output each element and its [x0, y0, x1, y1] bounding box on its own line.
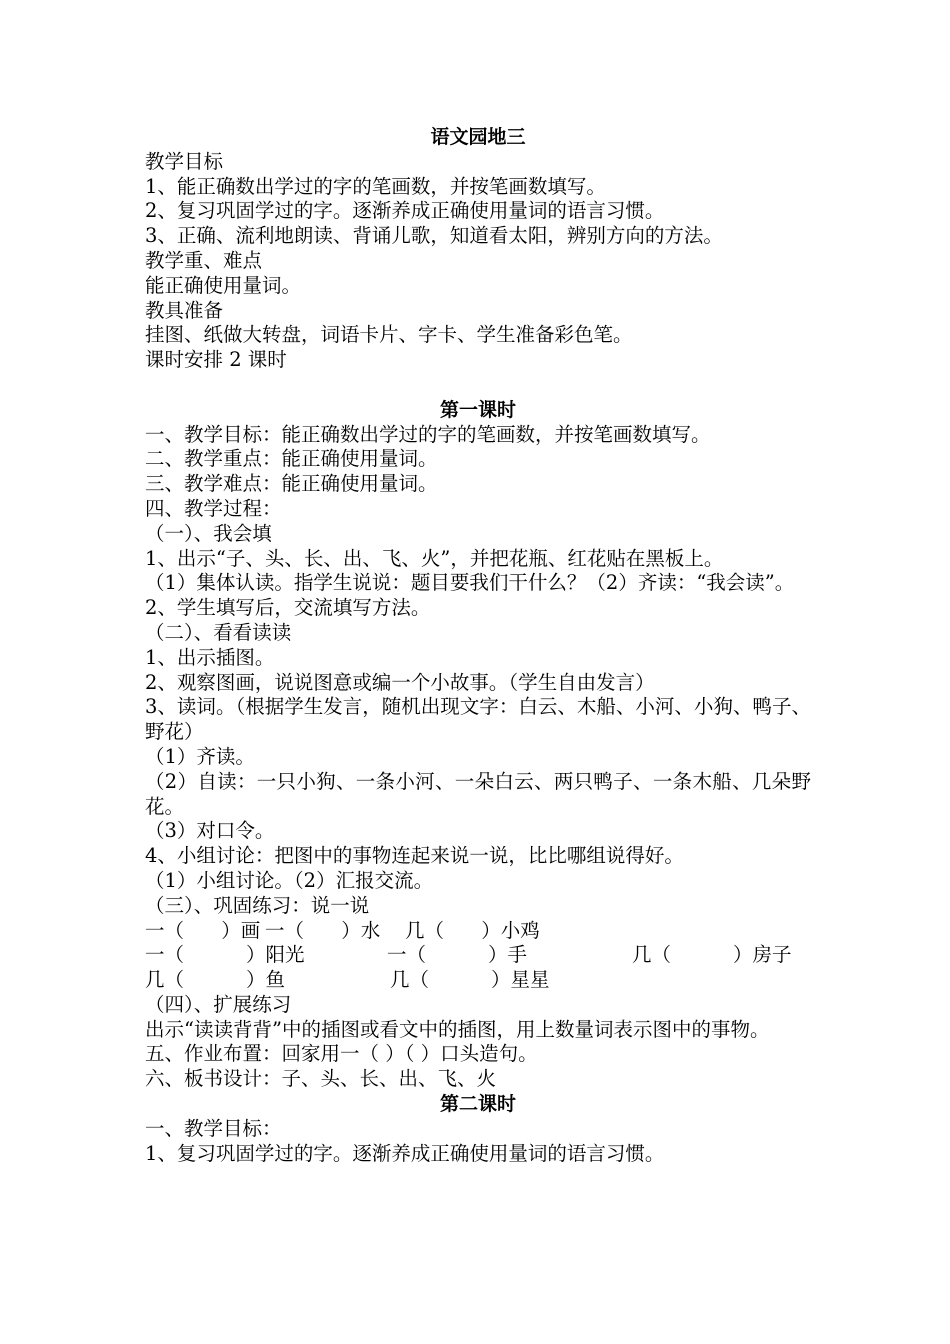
lesson1-paragraph: （2）自读：一只小狗、一条小河、一朵白云、两只鸭子、一条木船、几朵野花。	[145, 769, 811, 818]
exercise-row	[145, 919, 811, 944]
intro-materials-text: 挂图、纸做大转盘，词语卡片、字卡、学生准备彩色笔。	[145, 323, 633, 347]
lesson1-line: 2、观察图画，说说图意或编一个小故事。（学生自由发言）	[145, 670, 655, 694]
exercise-row	[145, 943, 811, 968]
lesson1-line: （三）、巩固练习：说一说	[145, 893, 370, 917]
intro-heading-goals: 教学目标	[145, 149, 224, 173]
lesson2-title: 第二课时	[439, 1093, 516, 1116]
lesson1-line: 三、教学难点：能正确使用量词。	[145, 472, 438, 496]
lesson1-line: （1）小组讨论。（2）汇报交流。	[145, 868, 434, 892]
lesson1-line: 四、教学过程：	[145, 496, 282, 520]
document-content	[145, 125, 811, 1166]
lesson1-line: （1）齐读。	[145, 744, 255, 768]
intro-goal-1: 1、能正确数出学过的字的笔画数，并按笔画数填写。	[145, 174, 606, 198]
exercise-item: 几（ ）鱼	[145, 968, 285, 992]
lesson1-paragraph: 3、读词。（根据学生发言，随机出现文字：白云、木船、小河、小狗、鸭子、野花）	[145, 695, 811, 744]
lesson1-paragraph: 出示“读读背背”中的插图或看文中的插图，用上数量词表示图中的事物。	[145, 1017, 770, 1041]
lesson2-line: 1、复习巩固学过的字。逐渐养成正确使用量词的语言习惯。	[145, 1141, 665, 1165]
lesson1-line: （二）、看看读读	[145, 620, 292, 644]
spacer	[145, 373, 811, 398]
lesson1-line: 4、小组讨论：把图中的事物连起来说一说，比比哪组说得好。	[145, 844, 684, 868]
lesson1-title: 第一课时	[439, 398, 516, 421]
intro-goal-2: 2、复习巩固学过的字。逐渐养成正确使用量词的语言习惯。	[145, 199, 665, 223]
intro-keypoints-text: 能正确使用量词。	[145, 273, 302, 297]
exercise-item: 几（ ）小鸡	[405, 918, 540, 942]
exercise-item: 几（ ）星星	[390, 968, 550, 992]
intro-heading-materials: 教具准备	[145, 298, 224, 322]
lesson1-line: （四）、扩展练习	[145, 992, 292, 1016]
intro-goal-3: 3、正确、流利地朗读、背诵儿歌，知道看太阳，辨别方向的方法。	[145, 224, 723, 248]
lesson1-paragraph: （1）集体认读。指学生说说：题目要我们干什么？（2）齐读：“我会读”。	[145, 571, 795, 595]
exercise-item: 几（ ）房子	[632, 943, 792, 967]
exercise-row	[145, 968, 811, 993]
lesson1-line: 一、教学目标：能正确数出学过的字的笔画数，并按笔画数填写。	[145, 422, 711, 446]
lesson1-line: 五、作业布置：回家用一（ ）（ ）口头造句。	[145, 1042, 538, 1066]
exercise-item: 一（ ）手	[387, 943, 527, 967]
lesson1-line: 二、教学重点：能正确使用量词。	[145, 447, 438, 471]
exercise-item: 一（ ）水	[265, 918, 381, 942]
exercise-item: 一（ ）画	[145, 918, 261, 942]
lesson2-line: 一、教学目标：	[145, 1116, 282, 1140]
lesson1-line: （一）、我会填	[145, 521, 272, 545]
intro-heading-keypoints: 教学重、难点	[145, 248, 263, 272]
lesson1-line: 1、出示插图。	[145, 645, 275, 669]
lesson1-line: （3）对口令。	[145, 819, 275, 843]
document-title: 语文园地三	[430, 126, 526, 148]
intro-schedule: 课时安排 2 课时	[145, 348, 287, 372]
exercise-item: 一（ ）阳光	[145, 943, 305, 967]
lesson1-line: 1、出示“子、头、长、出、飞、火”，并把花瓶、红花贴在黑板上。	[145, 546, 724, 570]
lesson1-line: 六、板书设计：子、头、长、出、飞、火	[145, 1067, 497, 1091]
lesson1-line: 2、学生填写后，交流填写方法。	[145, 596, 431, 620]
